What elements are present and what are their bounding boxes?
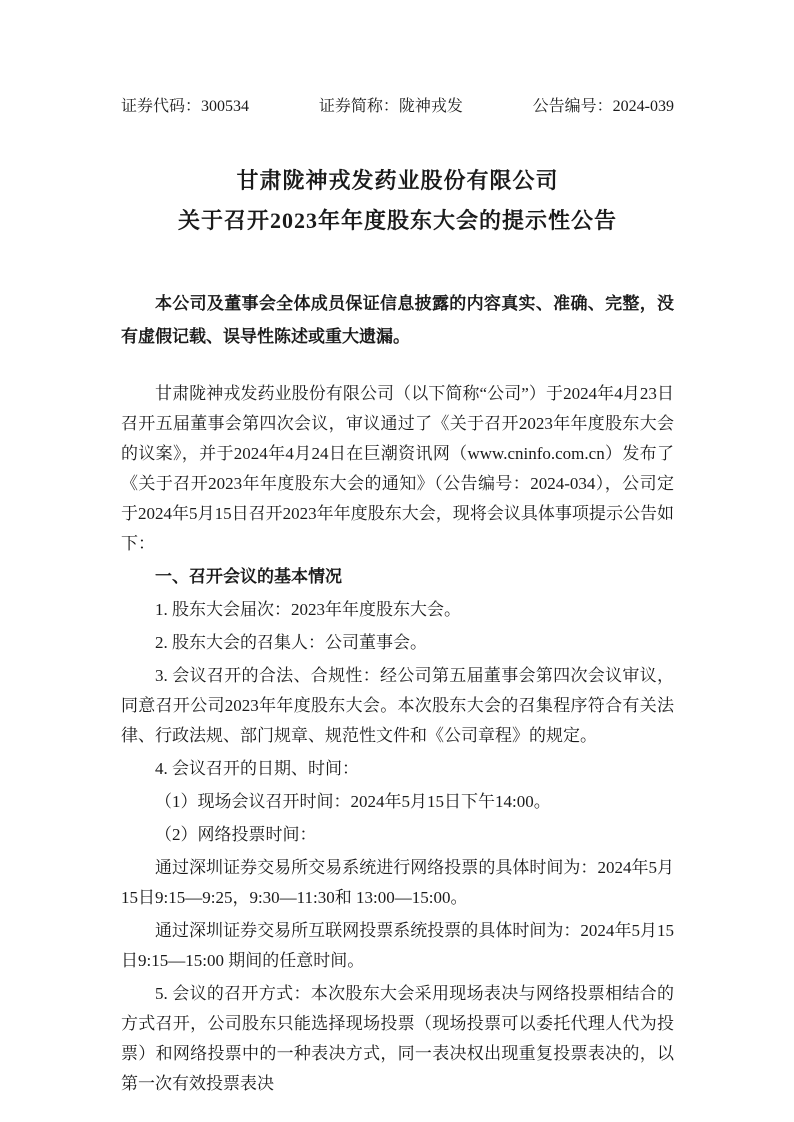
company-name-title: 甘肃陇神戎发药业股份有限公司 (236, 168, 559, 193)
item-date-time: 4. 会议召开的日期、时间： (155, 759, 359, 778)
item-trading-system-voting-time: 通过深圳证券交易所交易系统进行网络投票的具体时间为：2024年5月15日9:15—9:25，9:30—11:30和 13:00—15:00。 (121, 858, 674, 907)
item-meeting-session: 1. 股东大会届次：2023年年度股东大会。 (155, 600, 461, 619)
stock-abbr-label: 证券简称：陇神戎发 (318, 98, 463, 115)
item-convener: 2. 股东大会的召集人：公司董事会。 (155, 633, 427, 652)
document-header (121, 96, 674, 117)
disclaimer-paragraph: 本公司及董事会全体成员保证信息披露的内容真实、准确、完整，没有虚假记载、误导性陈述或重大遗漏。 (121, 294, 674, 346)
item-internet-voting-time: 通过深圳证券交易所互联网投票系统投票的具体时间为：2024年5月15日9:15—15:00 期间的任意时间。 (121, 921, 674, 970)
item-onsite-meeting-time: （1）现场会议召开时间：2024年5月15日下午14:00。 (155, 792, 551, 811)
announcement-number-label: 公告编号：2024-039 (532, 98, 674, 115)
announcement-title: 关于召开2023年年度股东大会的提示性公告 (177, 208, 617, 233)
intro-paragraph: 甘肃陇神戎发药业股份有限公司（以下简称“公司”）于2024年4月23日召开五届董事会第四次会议，审议通过了《关于召开2023年年度股东大会的议案》，并于2024年4月24日在巨潮资讯网（www.cninfo.com.cn）发布了《关于召开2023年年度股东大会的通知》（公告编号：2024-034），公司定于2024年5月15日召开2023年年度股东大会，现将会议具体事项提示公告如下： (121, 384, 674, 553)
item-meeting-method: 5. 会议的召开方式：本次股东大会采用现场表决与网络投票相结合的方式召开，公司股东只能选择现场投票（现场投票可以委托代理人代为投票）和网络投票中的一种表决方式，同一表决权出现重复投票表决的，以第一次有效投票表决 (121, 984, 674, 1093)
stock-code-label: 证券代码：300534 (121, 98, 250, 115)
item-legality: 3. 会议召开的合法、合规性：经公司第五届董事会第四次会议审议，同意召开公司2023年年度股东大会。本次股东大会的召集程序符合有关法律、行政法规、部门规章、规范性文件和《公司章程》的规定。 (121, 666, 674, 745)
document-body (121, 379, 674, 1099)
item-online-voting-time: （2）网络投票时间： (155, 825, 317, 844)
section-heading-basic-info: 一、召开会议的基本情况 (155, 567, 342, 586)
